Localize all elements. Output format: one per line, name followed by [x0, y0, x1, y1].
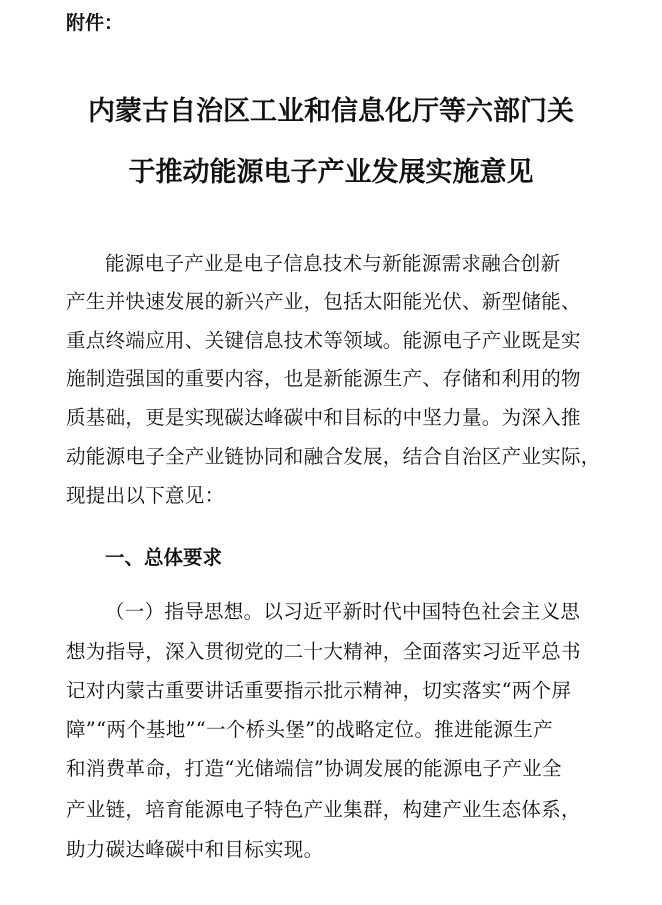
document-title-line-2: 于推动能源电子产业发展实施意见	[128, 157, 534, 188]
text-line: 障”“两个基地”“一个桥头堡”的战略定位。推进能源生产	[66, 718, 553, 741]
text-line: 动能源电子全产业链协同和融合发展，结合自治区产业实际，	[66, 445, 601, 468]
text-line: 施制造强国的重要内容，也是新能源生产、存储和利用的物	[66, 367, 581, 390]
text-line: 质基础，更是实现碳达峰碳中和目标的中坚力量。为深入推	[66, 406, 581, 429]
text-line: （一）指导思想。以习近平新时代中国特色社会主义思	[105, 600, 581, 623]
text-line: 能源电子产业是电子信息技术与新能源需求融合创新	[105, 252, 561, 275]
text-line: 产业链，培育能源电子特色产业集群，构建产业生态体系，	[66, 798, 581, 821]
section-heading: 一、总体要求	[105, 546, 223, 569]
text-line: 和消费革命，打造“光储端信”协调发展的能源电子产业全	[66, 757, 562, 780]
text-line: 助力碳达峰碳中和目标实现。	[66, 838, 324, 861]
text-line: 记对内蒙古重要讲话重要指示批示精神，切实落实“两个屏	[66, 679, 572, 702]
text-line: 现提出以下意见：	[66, 484, 225, 507]
document-title-line-1: 内蒙古自治区工业和信息化厅等六部门关	[88, 96, 574, 127]
attachment-label: 附件：	[66, 12, 124, 34]
text-line: 产生并快速发展的新兴产业，包括太阳能光伏、新型储能、	[66, 290, 581, 313]
text-line: 重点终端应用、关键信息技术等领域。能源电子产业既是实	[66, 329, 581, 352]
text-line: 想为指导，深入贯彻党的二十大精神，全面落实习近平总书	[66, 640, 581, 663]
